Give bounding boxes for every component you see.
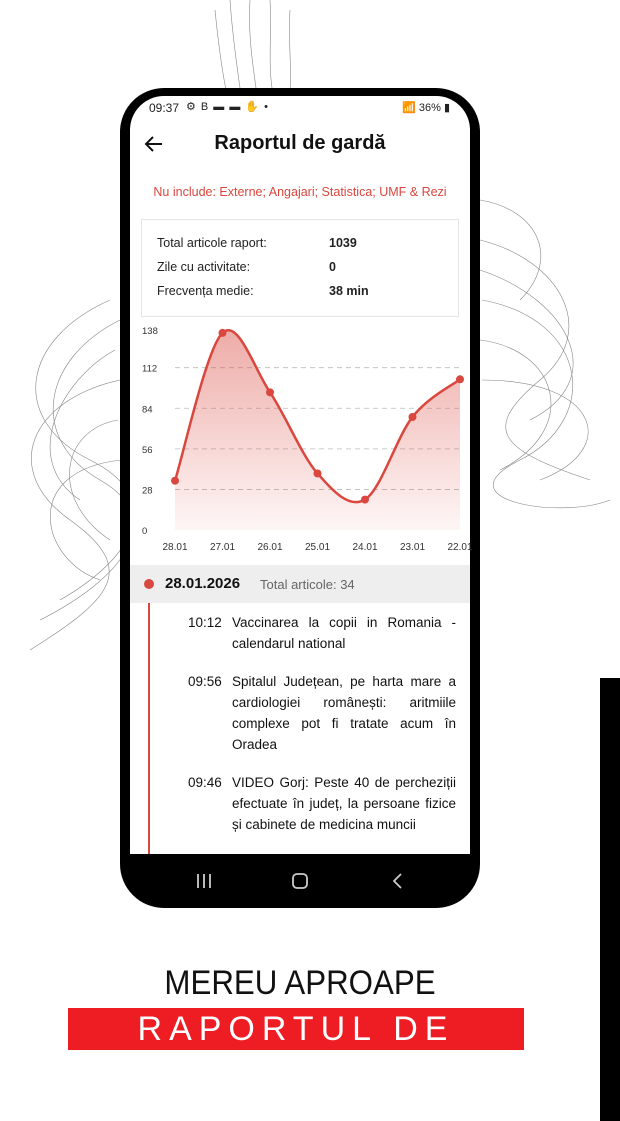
data-point — [361, 496, 369, 504]
data-point — [266, 388, 274, 396]
status-bar — [130, 96, 470, 120]
y-tick-label: 84 — [142, 404, 153, 416]
y-tick-label: 28 — [142, 485, 153, 497]
app-screen — [130, 96, 473, 854]
system-nav-bar — [130, 854, 470, 908]
article-headline: VIDEO Gorj: Peste 40 de percheziții efectuate în județ, la persoane fizice și cabinete de medicina muncii — [232, 775, 456, 832]
day-marker-dot — [144, 579, 154, 589]
decorative-side-bar — [600, 678, 620, 1121]
area-fill — [175, 330, 460, 530]
status-right — [402, 101, 450, 114]
data-point — [219, 329, 227, 337]
day-date: 28.01.2026 — [165, 575, 241, 592]
day-header[interactable] — [130, 565, 470, 603]
article-headline: Spitalul Județean, pe harta mare a cardiologiei românești: aritmiile complexe pot fi tratate acum în Oradea — [232, 674, 456, 752]
app-bar — [130, 124, 470, 168]
stat-label: Zile cu activitate: — [157, 260, 251, 274]
activity-chart — [130, 326, 473, 560]
article-time: 10:12 — [188, 615, 222, 630]
stat-label: Total articole raport: — [157, 236, 267, 250]
stat-label: Frecvența medie: — [157, 284, 254, 298]
wifi-icon: 📶 — [402, 102, 416, 114]
y-tick-label: 138 — [142, 326, 158, 337]
page-title: Raportul de gardă — [214, 132, 386, 154]
article-headline: Vaccinarea la copii in Romania - calendarul national — [232, 615, 456, 651]
stat-value: 0 — [329, 260, 336, 274]
data-point — [409, 413, 417, 421]
stat-value: 38 min — [329, 284, 369, 298]
stat-value: 1039 — [329, 236, 357, 250]
x-tick-label: 23.01 — [399, 542, 426, 553]
battery-level: 36% — [418, 102, 441, 114]
data-point — [171, 477, 179, 485]
stats-card — [141, 219, 459, 317]
article-time: 09:46 — [188, 775, 222, 790]
x-tick-label: 22.01 — [447, 542, 473, 553]
x-tick-label: 24.01 — [352, 542, 378, 553]
x-tick-label: 27.01 — [209, 542, 236, 553]
recent-apps-icon[interactable] — [192, 870, 216, 892]
notification-icons: ⚙ B ▬ ▬ ✋ • — [186, 101, 270, 113]
promo-tagline: MEREU APROAPE — [164, 964, 436, 1002]
battery-icon: ▮ — [443, 102, 450, 114]
filter-note: Nu include: Externe; Angajari; Statistica; UMF & Rezi — [153, 185, 447, 199]
article-time: 09:56 — [188, 674, 222, 689]
y-tick-label: 0 — [142, 526, 148, 537]
home-icon[interactable] — [288, 870, 312, 892]
day-article-count: Total articole: 34 — [260, 577, 355, 592]
promo-brand-banner: RAPORTUL DE GARDĂ — [68, 1008, 524, 1050]
status-time: 09:37 — [149, 101, 180, 115]
timeline-line — [148, 603, 150, 854]
back-nav-icon[interactable] — [386, 870, 410, 892]
y-tick-label: 56 — [142, 444, 153, 456]
y-tick-label: 112 — [142, 363, 158, 375]
data-point — [314, 469, 322, 477]
x-tick-label: 26.01 — [257, 542, 283, 553]
data-point — [456, 375, 464, 383]
x-tick-label: 28.01 — [162, 542, 188, 553]
x-tick-label: 25.01 — [304, 542, 331, 553]
